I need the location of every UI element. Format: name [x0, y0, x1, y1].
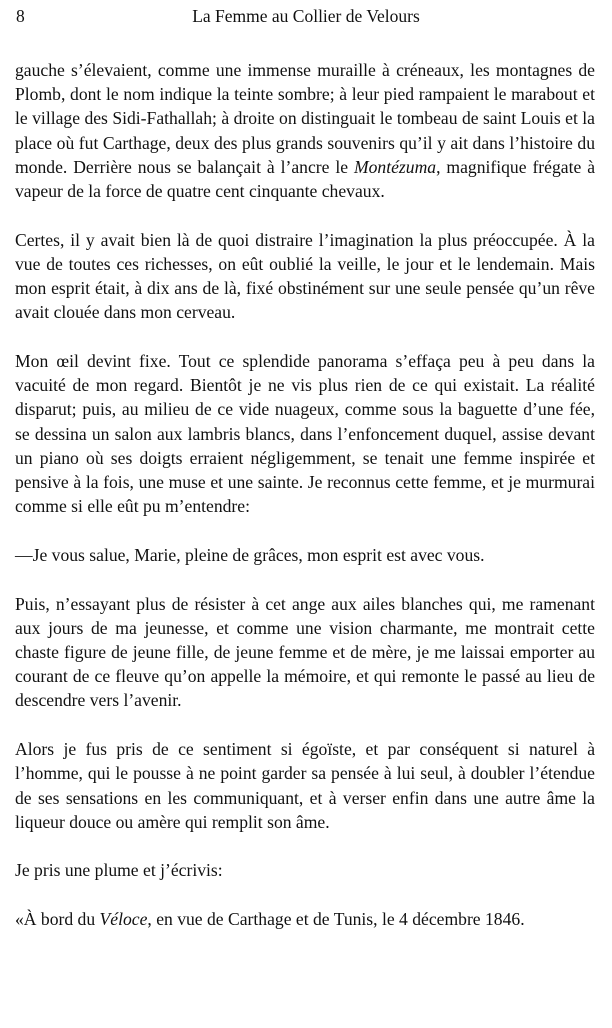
paragraph-8-text-a: «À bord du — [15, 909, 100, 930]
paragraph-5: Puis, n’essayant plus de résister à cet ange aux ailes blanches qui, me ramenant aux jours de ma jeunesse, et comme une vision charmante, me montrait cette chaste figure de jeune fille, de jeune femme et de mère, je me laissai emporter au courant de ce fleuve qu’on appelle la mémoire, et qui remonte le passé au lieu de descendre vers l’avenir. — [15, 593, 595, 711]
body-text — [15, 58, 595, 956]
paragraph-1-text-b: , magnifique frégate à vapeur de la force de quatre cent cinquante chevaux. — [15, 156, 596, 202]
paragraph-4-salutation: —Je vous salue, Marie, pleine de grâces, mon esprit est avec vous. — [15, 544, 485, 565]
paragraph-8-letter-heading — [15, 907, 595, 931]
paragraph-8-text-b: , en vue de Carthage et de Tunis, le 4 décembre 1846. — [147, 909, 525, 930]
paragraph-2: Certes, il y avait bien là de quoi distraire l’imagination la plus préoccupée. À la vue de toutes ces richesses, on eût oublié la veille, le jour et le lendemain. Mais mon esprit était, à dix ans de là, fixé obstinément sur une seule pensée qu’un rêve avait clouée dans mon cerveau. — [15, 229, 595, 323]
paragraph-1 — [15, 58, 595, 203]
ship-name-montezuma: Montézuma — [353, 156, 437, 177]
paragraph-1-text-a: gauche s’élevaient, comme une immense muraille à créneaux, les montagnes de Plomb, dont le nom indique la teinte sombre; à leur pied rampaient le marabout et le village des Sidi-Fathallah; à droite on distinguait le tombeau de saint Louis et la place où fut Carthage, deux des plus grands souvenirs qu’il y ait dans l’histoire du monde. Derrière nous se balançait à l’ancre le — [15, 60, 595, 177]
paragraph-3: Mon œil devint fixe. Tout ce splendide panorama s’effaça peu à peu dans la vacuité de mon regard. Bientôt je ne vis plus rien de ce qui existait. La réalité disparut; puis, au milieu de ce vide nuageux, comme sous la baguette d’une fée, se dessina un salon aux lambris blancs, dans l’enfoncement duquel, assise devant un piano où ses doigts erraient négligemment, se tenait une femme inspirée et pensive à la fois, une muse et une sainte. Je reconnus cette femme, et je murmurai comme si elle eût pu m’entendre: — [15, 351, 595, 517]
running-title: La Femme au Collier de Velours — [192, 6, 420, 26]
page-header — [16, 6, 596, 30]
paragraph-7: Je pris une plume et j’écrivis: — [15, 860, 223, 881]
page-number: 8 — [16, 6, 25, 26]
paragraph-6: Alors je fus pris de ce sentiment si égoïste, et par conséquent si naturel à l’homme, qui le pousse à ne point garder sa pensée à lui seul, à doubler l’étendue de ses sensations en les communiquant, et à verser enfin dans une autre âme la liqueur douce ou amère qui remplit son âme. — [15, 739, 595, 832]
ship-name-veloce: Véloce — [99, 909, 148, 930]
